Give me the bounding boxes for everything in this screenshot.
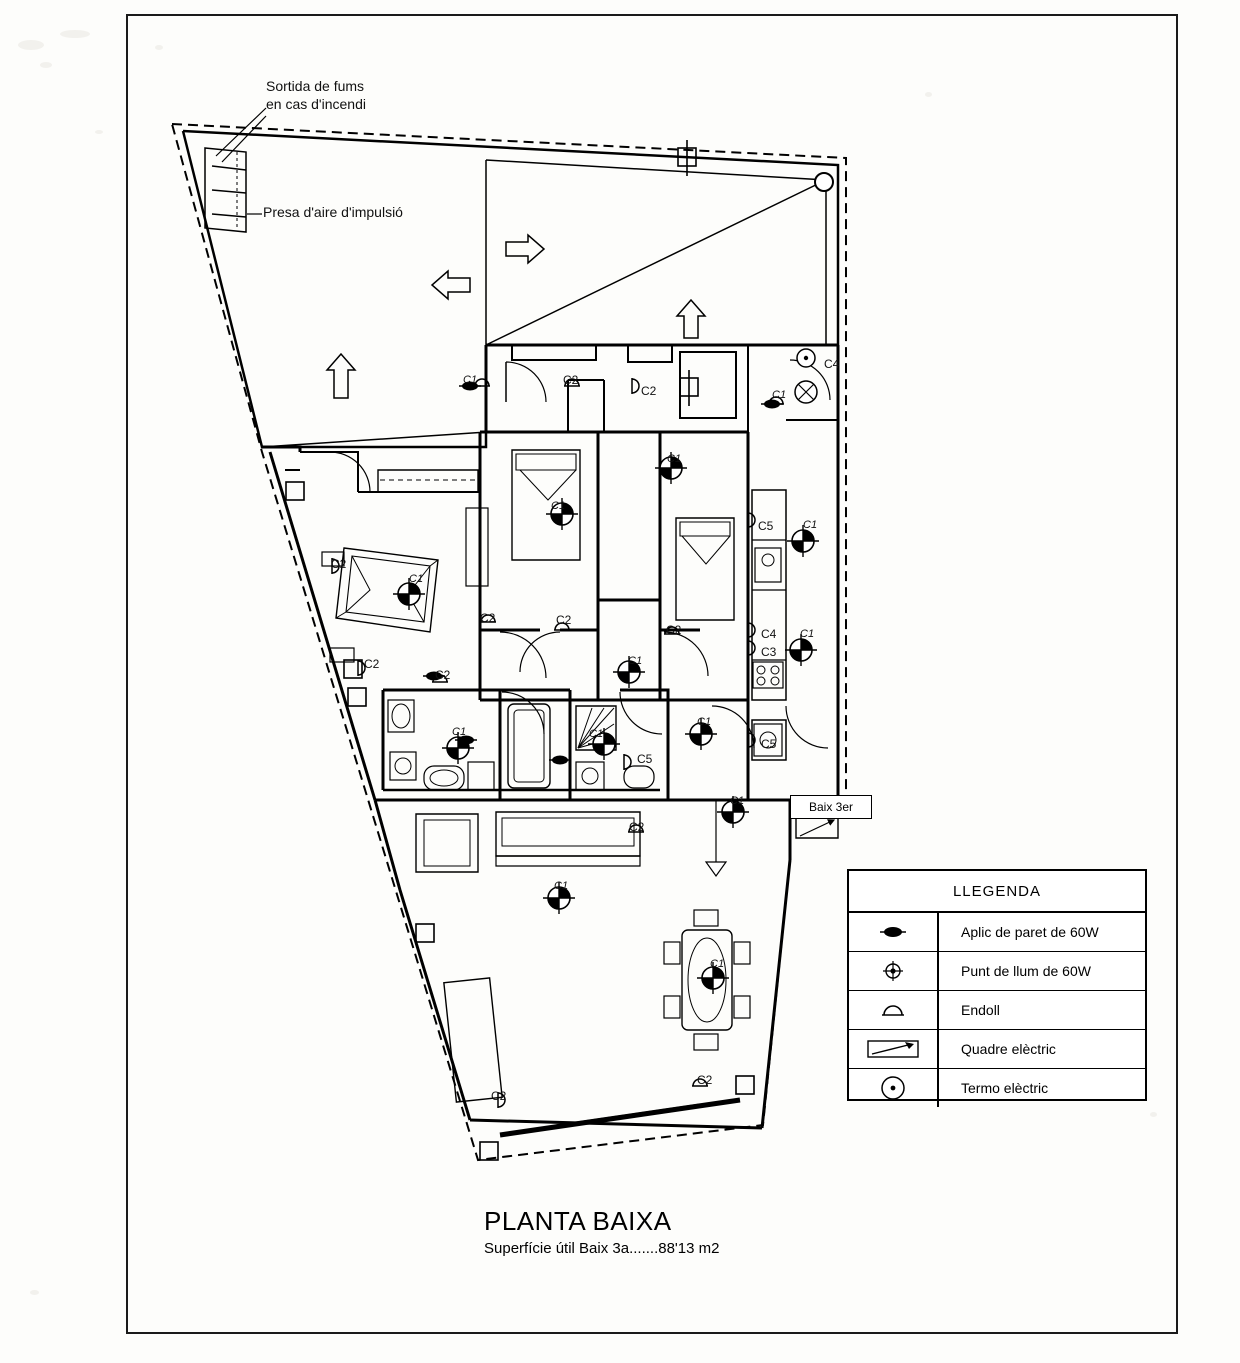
flow-arrow bbox=[327, 354, 355, 398]
legend-row-wall-lamp bbox=[849, 913, 1145, 952]
electric-panel-icon bbox=[849, 1030, 939, 1068]
circuit-label-c2-living-n: C2 bbox=[629, 820, 645, 834]
circuit-label-c1-living: C1 bbox=[554, 880, 569, 892]
legend-label-water-heater: Termo elèctric bbox=[961, 1080, 1049, 1096]
circuit-label-c5-bath: C5 bbox=[637, 752, 653, 766]
circuit-label-c2-living-s: C2 bbox=[491, 1089, 507, 1103]
circuit-label-c1-dining: C1 bbox=[710, 958, 725, 970]
circuit-label-c1-bath-w: C1 bbox=[452, 726, 467, 738]
circuit-label-c1-hall: C1 bbox=[772, 389, 787, 401]
circuit-label-c1-corridor: C1 bbox=[628, 655, 643, 667]
circuit-label-c3-kitchen: C3 bbox=[761, 645, 777, 659]
circuit-label-c2-bedroom-sw-a: C2 bbox=[331, 557, 347, 571]
socket-icon bbox=[849, 991, 939, 1029]
circuit-label-c2-a: C2 bbox=[563, 373, 579, 387]
circuit-label-c2-bedroom-mid-b: C2 bbox=[556, 613, 572, 627]
circuit-label-c2-bedroom-mid-a: C2 bbox=[480, 611, 496, 625]
circuit-label-c2-south: C2 bbox=[697, 1073, 713, 1087]
circuit-label-c2-b: C2 bbox=[641, 384, 657, 398]
circuit-label-c2-bath-w: C2 bbox=[435, 668, 451, 682]
legend-label-wall-lamp: Aplic de paret de 60W bbox=[961, 924, 1099, 940]
stair-marker-label: Baix 3er bbox=[808, 800, 854, 814]
legend-row-socket bbox=[849, 991, 1145, 1030]
legend-label-electric-panel: Quadre elèctric bbox=[961, 1041, 1056, 1057]
circuit-label-c2-bedroom-e: C2 bbox=[666, 623, 682, 637]
circuit-label-c4-kitchen: C4 bbox=[761, 627, 777, 641]
smoke-exit-label-line2: en cas d'incendi bbox=[266, 96, 366, 112]
air-intake-label: Presa d'aire d'impulsió bbox=[263, 204, 403, 220]
legend-row-electric-panel bbox=[849, 1030, 1145, 1069]
circuit-label-c1-entry-s: C1 bbox=[730, 795, 745, 807]
legend-label-socket: Endoll bbox=[961, 1002, 1000, 1018]
legend-label-ceiling-light: Punt de llum de 60W bbox=[961, 963, 1091, 979]
circuit-label-c1-kitchen: C1 bbox=[803, 519, 818, 531]
circuit-label-c1-bedroom-w: C1 bbox=[551, 500, 566, 512]
circuit-label-c1-bedroom-n: C1 bbox=[667, 453, 682, 465]
legend-box bbox=[847, 869, 1147, 1101]
circuit-label-c1-bedroom-sw: C1 bbox=[409, 573, 424, 585]
legend-row-ceiling-light bbox=[849, 952, 1145, 991]
circuit-label-c1-bath-e: C1 bbox=[589, 728, 604, 740]
water-heater-icon bbox=[849, 1069, 939, 1107]
circuit-label-c1-kitchen-s: C1 bbox=[800, 628, 815, 640]
page-title: PLANTA BAIXA bbox=[484, 1206, 672, 1236]
smoke-exit-label-line1: Sortida de fums bbox=[266, 78, 365, 94]
flow-arrow bbox=[432, 271, 470, 299]
stair-marker-baix-3er[interactable] bbox=[790, 795, 872, 819]
legend-rows bbox=[849, 913, 1145, 1107]
flow-arrow bbox=[506, 235, 544, 263]
flow-arrow bbox=[677, 300, 705, 338]
circuit-label-c5-kitchen-b: C5 bbox=[761, 737, 777, 751]
ceiling-light-icon bbox=[849, 952, 939, 990]
circuit-label-c1-entry: C1 bbox=[463, 374, 478, 386]
legend-row-water-heater bbox=[849, 1069, 1145, 1107]
property-boundary bbox=[172, 124, 846, 1160]
circuit-label-c5-kitchen-a: C5 bbox=[758, 519, 774, 533]
circuit-label-c2-bedroom-sw-b: C2 bbox=[364, 657, 380, 671]
legend-title: LLEGENDA bbox=[849, 871, 1145, 913]
circuit-label-c1-hall-s: C1 bbox=[697, 716, 712, 728]
page-subtitle: Superfície útil Baix 3a.......88'13 m2 bbox=[484, 1240, 720, 1257]
electrical-symbols bbox=[332, 173, 833, 1108]
wall-lamp-icon bbox=[849, 913, 939, 951]
circuit-label-c4-top: C4 bbox=[824, 357, 840, 371]
